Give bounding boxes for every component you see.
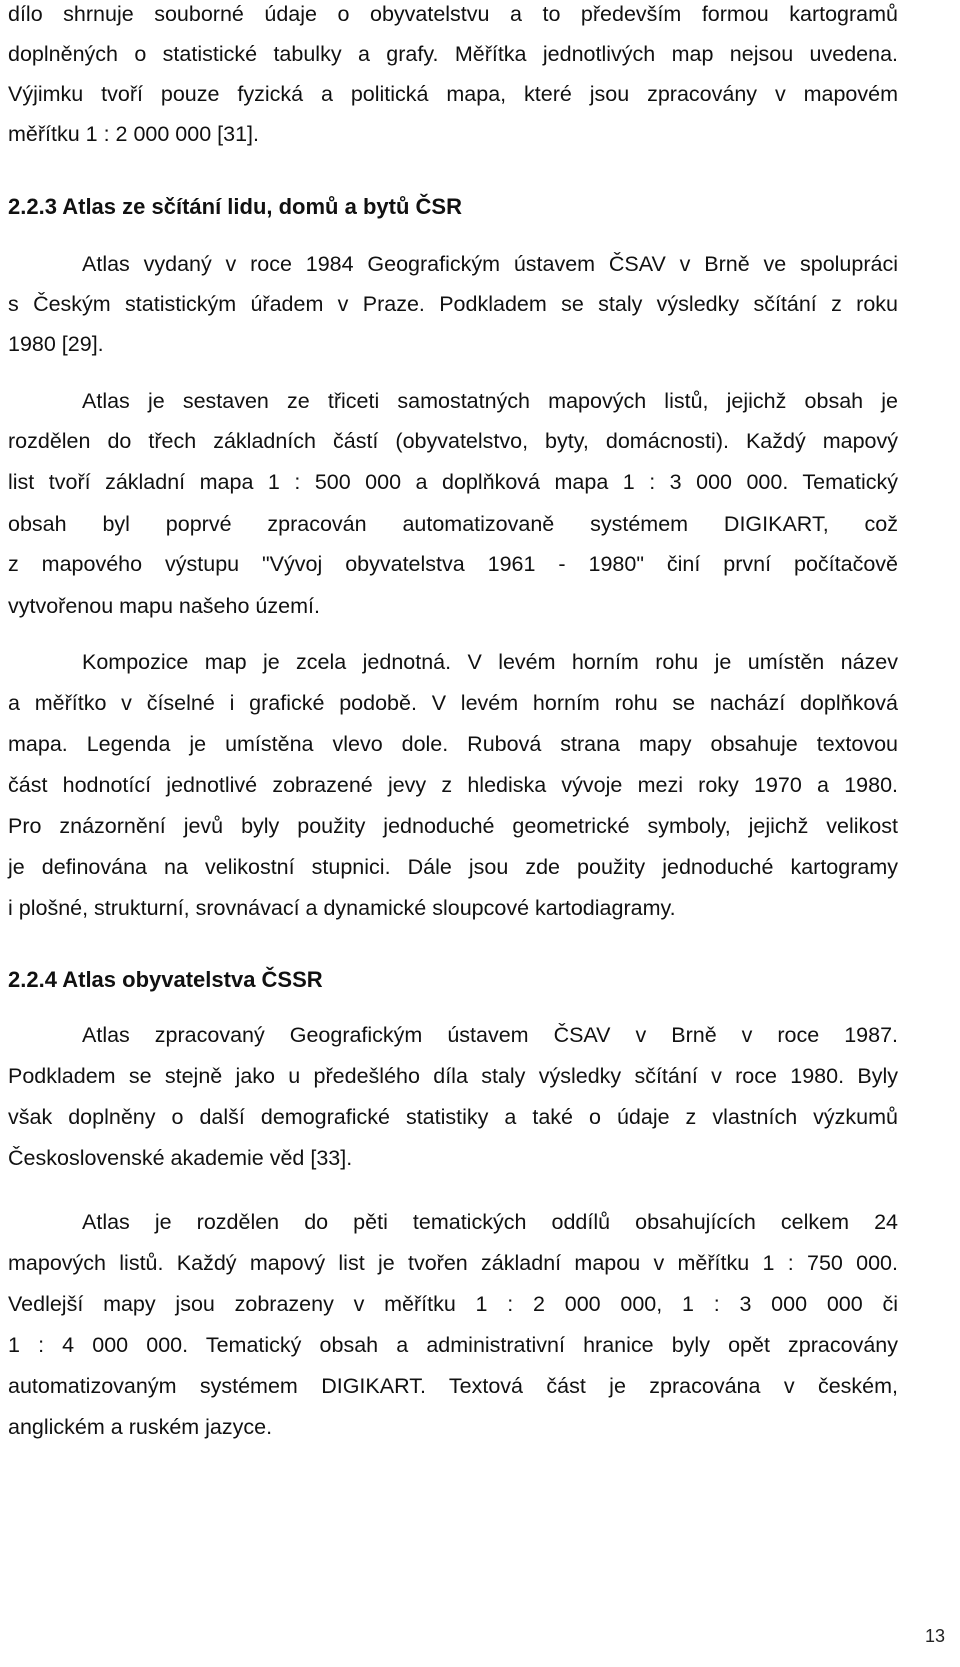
text-line: Atlas je sestaven ze třiceti samostatných mapových listů, jejichž obsah je xyxy=(82,389,898,413)
text-line: Atlas je rozdělen do pěti tematických oddílů obsahujících celkem 24 xyxy=(82,1210,898,1234)
text-line: obsah byl poprvé zpracován automatizovaně systémem DIGIKART, což xyxy=(8,512,898,536)
text-line: Podkladem se stejně jako u předešlého díla staly výsledky sčítání v roce 1980. Byly xyxy=(8,1064,898,1088)
text-line: mapových listů. Každý mapový list je tvořen základní mapou v měřítku 1 : 750 000. xyxy=(8,1251,898,1275)
text-line: dílo shrnuje souborné údaje o obyvatelstvu a to především formou kartogramů xyxy=(8,2,898,26)
text-line: však doplněny o další demografické statistiky a také o údaje z vlastních výzkumů xyxy=(8,1105,898,1129)
text-line: Atlas zpracovaný Geografickým ústavem ČSAV v Brně v roce 1987. xyxy=(82,1023,898,1047)
text-line: Výjimku tvoří pouze fyzická a politická mapa, které jsou zpracovány v mapovém xyxy=(8,82,898,106)
text-line: a měřítko v číselné i grafické podobě. V levém horním rohu se nachází doplňková xyxy=(8,691,898,715)
text-line: Kompozice map je zcela jednotná. V levém horním rohu je umístěn název xyxy=(82,650,898,674)
text-line: Československé akademie věd [33]. xyxy=(8,1146,353,1170)
text-line: je definována na velikostní stupnici. Dále jsou zde použity jednoduché kartogramy xyxy=(8,855,898,879)
section-heading-2-2-4: 2.2.4 Atlas obyvatelstva ČSSR xyxy=(8,967,323,992)
text-line: měřítku 1 : 2 000 000 [31]. xyxy=(8,122,259,146)
text-line: rozdělen do třech základních částí (obyvatelstvo, byty, domácnosti). Každý mapový xyxy=(8,429,898,453)
text-line: Pro znázornění jevů byly použity jednoduché geometrické symboly, jejichž velikost xyxy=(8,814,898,838)
text-line: anglickém a ruském jazyce. xyxy=(8,1415,273,1439)
text-line: 1980 [29]. xyxy=(8,332,104,356)
text-line: list tvoří základní mapa 1 : 500 000 a doplňková mapa 1 : 3 000 000. Tematický xyxy=(8,470,898,494)
text-line: Atlas vydaný v roce 1984 Geografickým ústavem ČSAV v Brně ve spolupráci xyxy=(82,252,898,276)
text-line: 1 : 4 000 000. Tematický obsah a administrativní hranice byly opět zpracovány xyxy=(8,1333,898,1357)
text-line: automatizovaným systémem DIGIKART. Textová část je zpracována v českém, xyxy=(8,1374,898,1398)
text-line: vytvořenou mapu našeho území. xyxy=(8,594,320,618)
text-line: z mapového výstupu "Vývoj obyvatelstva 1961 - 1980" činí první počítačově xyxy=(8,552,898,576)
section-heading-2-2-3: 2.2.3 Atlas ze sčítání lidu, domů a bytů ČSR xyxy=(8,194,462,219)
text-line: část hodnotící jednotlivé zobrazené jevy z hlediska vývoje mezi roky 1970 a 1980. xyxy=(8,773,898,797)
text-line: mapa. Legenda je umístěna vlevo dole. Rubová strana mapy obsahuje textovou xyxy=(8,732,898,756)
text-line: i plošné, strukturní, srovnávací a dynamické sloupcové kartodiagramy. xyxy=(8,896,676,920)
text-line: s Českým statistickým úřadem v Praze. Podkladem se staly výsledky sčítání z roku xyxy=(8,292,898,316)
text-line: Vedlejší mapy jsou zobrazeny v měřítku 1 : 2 000 000, 1 : 3 000 000 či xyxy=(8,1292,898,1316)
page-number: 13 xyxy=(924,1626,945,1646)
text-line: doplněných o statistické tabulky a grafy. Měřítka jednotlivých map nejsou uvedena. xyxy=(8,42,898,66)
